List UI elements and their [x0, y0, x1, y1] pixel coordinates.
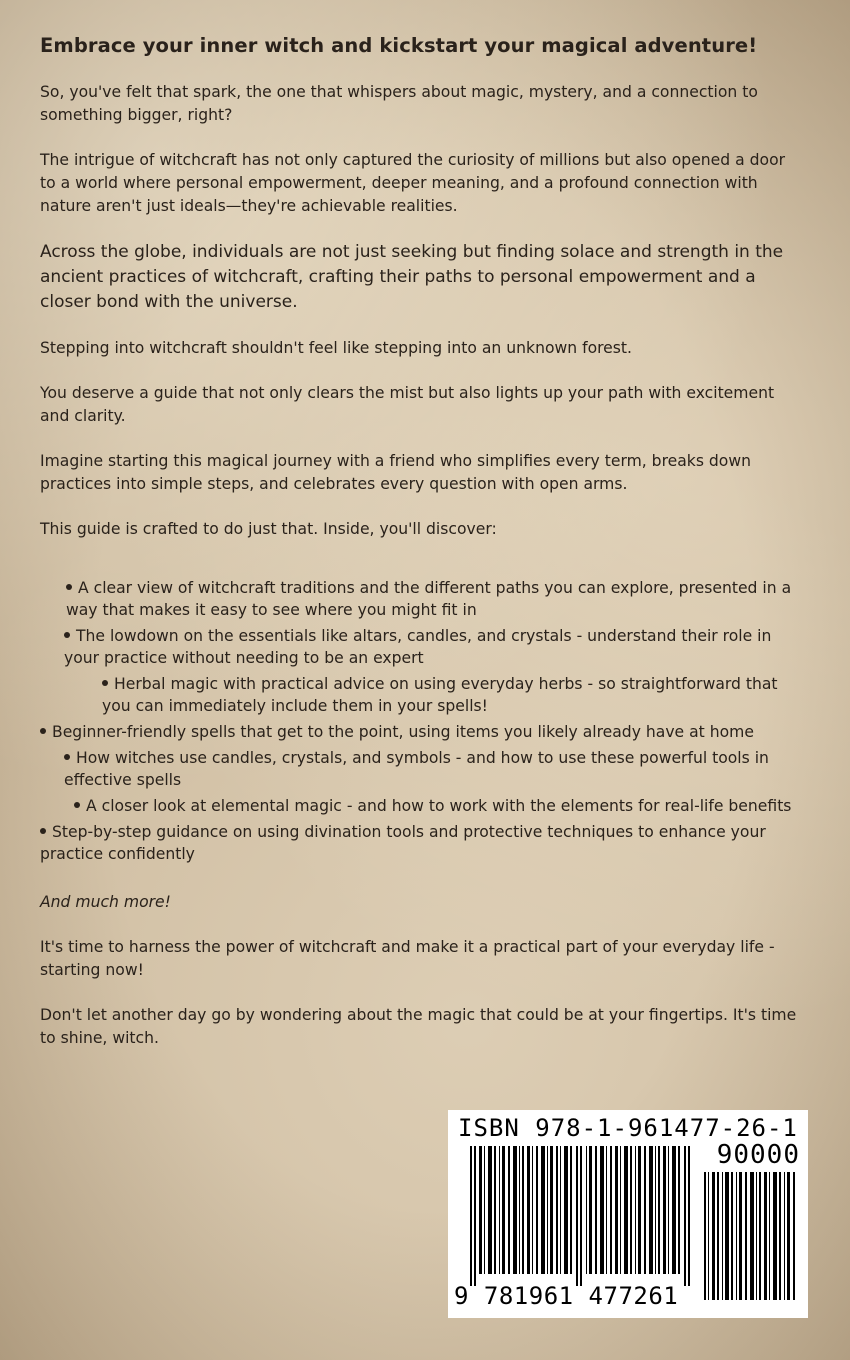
- paragraph-stepping: Stepping into witchcraft shouldn't feel like stepping into an unknown forest.: [40, 339, 632, 357]
- barcode-digits: 9 781961 477261: [454, 1282, 679, 1310]
- paragraph-guide: You deserve a guide that not only clears the mist but also lights up your path with excitement and clarity.: [40, 384, 775, 425]
- list-item-text: A clear view of witchcraft traditions and the different paths you can explore, presented in a way that makes it easy to see where you might fit in: [66, 579, 792, 619]
- price-addon: 90000: [716, 1140, 800, 1170]
- feature-list: [40, 577, 800, 865]
- paragraph-across-globe: Across the globe, individuals are not just seeking but finding solace and strength in the ancient practices of witchcraft, crafting their paths to personal empowerment and a closer bond with the universe.: [40, 242, 784, 312]
- bullet-dot-icon: [74, 802, 80, 808]
- list-item: [40, 673, 800, 717]
- isbn-label: ISBN 978-1-961477-26-1: [458, 1114, 798, 1142]
- barcode-bars-icon: [470, 1146, 696, 1286]
- headline: Embrace your inner witch and kickstart your magical adventure!: [40, 34, 758, 57]
- back-cover-text: [40, 34, 800, 1072]
- paragraph-intrigue: The intrigue of witchcraft has not only captured the curiosity of millions but also opened a door to a world where personal empowerment, deeper meaning, and a profound connection with nature aren't just ideals—they're achievable realities.: [40, 151, 786, 215]
- and-much-more: And much more!: [40, 893, 171, 911]
- paragraph-spark: So, you've felt that spark, the one that whispers about magic, mystery, and a connection to something bigger, right?: [40, 83, 758, 124]
- bullet-dot-icon: [40, 728, 46, 734]
- bullet-dot-icon: [64, 632, 70, 638]
- paragraph-dont-let: Don't let another day go by wondering about the magic that could be at your fingertips. It's time to shine, witch.: [40, 1006, 797, 1047]
- list-item-text: The lowdown on the essentials like altars, candles, and crystals - understand their role in your practice without needing to be an expert: [64, 627, 772, 667]
- addon-bars-icon: [704, 1172, 800, 1300]
- bullet-dot-icon: [66, 584, 72, 590]
- paragraph-imagine: Imagine starting this magical journey with a friend who simplifies every term, breaks down practices into simple steps, and celebrates every question with open arms.: [40, 452, 751, 493]
- list-item-text: A closer look at elemental magic - and how to work with the elements for real-life benefits: [86, 797, 792, 815]
- bullet-dot-icon: [102, 680, 108, 686]
- bullet-dot-icon: [40, 828, 46, 834]
- isbn-barcode: [448, 1110, 808, 1318]
- bullet-dot-icon: [64, 754, 70, 760]
- list-item-text: Beginner-friendly spells that get to the point, using items you likely already have at home: [52, 723, 754, 741]
- list-item: [40, 625, 800, 669]
- list-item: [40, 795, 800, 817]
- list-item: [40, 721, 800, 743]
- list-item-text: How witches use candles, crystals, and symbols - and how to use these powerful tools in effective spells: [64, 749, 769, 789]
- paragraph-inside: This guide is crafted to do just that. Inside, you'll discover:: [40, 520, 497, 538]
- paragraph-harness: It's time to harness the power of witchcraft and make it a practical part of your everyday life - starting now!: [40, 938, 775, 979]
- list-item-text: Herbal magic with practical advice on using everyday herbs - so straightforward that you can immediately include them in your spells!: [102, 675, 778, 715]
- list-item: [40, 577, 800, 621]
- list-item-text: Step-by-step guidance on using divination tools and protective techniques to enhance your practice confidently: [40, 823, 766, 863]
- list-item: [40, 821, 800, 865]
- list-item: [40, 747, 800, 791]
